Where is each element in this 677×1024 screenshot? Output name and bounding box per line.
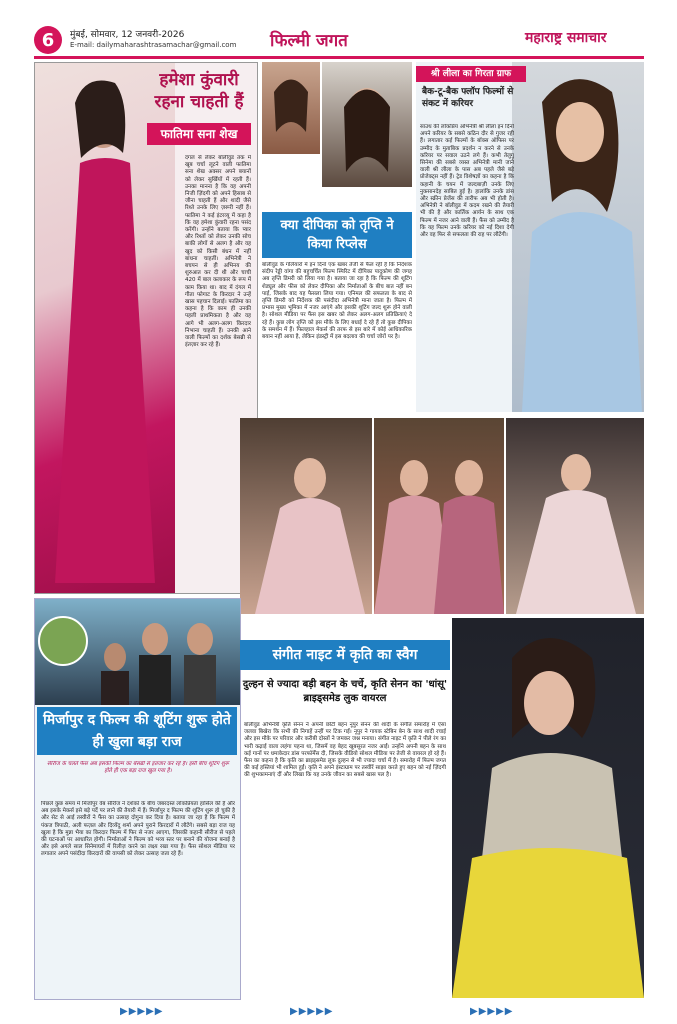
deepika-photo-1 — [262, 62, 320, 154]
kriti-photo — [452, 618, 644, 998]
kriti-headline-box — [240, 640, 450, 670]
footer-ornament-right: ▶▶▶▶▶ — [470, 1006, 514, 1017]
kriti-body: बॉलीवुड अभिनेत्री कृति सेनन ने अपनी छोटी बहन नूपुर सेनन की शादी के संगीत समारोह में ऐसा जलवा बिखेरा कि सभी की निगाहें उन्हीं पर टिक गईं। नूपुर ने गायक स्टेबिन बेन के साथ शादी रचाई और इस मौके पर परिवार और करीबी दोस्तों ने जमकर जश्न मनाया। संगीत नाइट में कृति ने पीले रंग का भारी कढ़ाई वाला लहंगा पहना था, जिसमें वह बेहद खूबसूरत नजर आईं। उन्होंने अपनी बहन के साथ कई गानों पर धमाकेदार डांस परफॉर्मेंस दी, जिसके वीडियो सोशल मीडिया पर तेजी से वायरल हो रहे हैं। फैंस का कहना है कि कृति का ब्राइड्समेड लुक दुल्हन से भी ज्यादा चर्चा में है। समारोह में फिल्म जगत की कई हस्तियां भी शामिल हुईं। कृति ने अपने इंस्टाग्राम पर तस्वीरें साझा करते हुए बहन को नई ज़िंदगी की शुभकामनाएं दीं और लिखा कि यह उनके जीवन का सबसे खास पल है। — [244, 722, 446, 779]
kriti-subhead: दुल्हन से ज्यादा बड़ी बहन के चर्चे, कृति सेनन का 'धांसू' ब्राइड्समेड लुक वायरल — [242, 679, 448, 704]
mirzapur-headline: मिर्जापुर द फिल्म की शूटिंग शुरू होते ही खुला बड़ा राज — [37, 707, 237, 755]
footer-ornament-left: ▶▶▶▶▶ — [120, 1006, 164, 1017]
mirzapur-article — [34, 598, 241, 1000]
kriti-strip-photo-1 — [240, 418, 372, 614]
paper-name: महाराष्ट्र समाचार — [525, 30, 607, 46]
sreeleela-headline: श्री लीला का गिरता ग्राफ — [430, 69, 512, 79]
sreeleela-photo — [512, 62, 644, 412]
mirzapur-body: पिछले कुछ समय में मिर्जापुर वेब सीरीज ने दर्शकों के बीच जबरदस्त लोकप्रियता हासिल की है और अब इसके मेकर्स इसे बड़े पर्दे पर लाने की तैयारी में हैं। मिर्जापुर द फिल्म की शूटिंग शुरू हो चुकी है और सेट से आई तस्वीरों ने फैंस का उत्साह दोगुना कर दिया है। बताया जा रहा है कि फिल्म में पंकज त्रिपाठी, अली फज़ल और दिव्येंदु शर्मा अपने पुराने किरदारों में लौटेंगे। सबसे बड़ा राज यह खुला है कि मुन्ना भैया का किरदार फिल्म में फिर से नजर आएगा, जिसकी कहानी सीरीज से पहले की घटनाओं पर आधारित होगी। निर्माताओं ने फिल्म को भव्य स्तर पर बनाने की योजना बनाई है और इसे अगले साल सिनेमाघरों में रिलीज़ करने का लक्ष्य रखा गया है। फैंस सोशल मीडिया पर लगातार अपने पसंदीदा किरदारों की वापसी को लेकर उत्साह जता रहे हैं। — [41, 801, 235, 858]
fatima-article — [34, 62, 258, 594]
kriti-strip-photo-3 — [506, 418, 644, 614]
fatima-body: दंगल से लेकर बॉलीवुड तक में खूब चर्चा लूटने वाली फातिमा सना शेख अक्सर अपने बयानों को लेकर सुर्खियों में रहती हैं। उनका मानना है कि वह अपनी निजी ज़िंदगी को अपने हिसाब से जीना चाहती हैं और शादी जैसे रिश्ते उनके लिए ज़रूरी नहीं हैं। फातिमा ने कई इंटरव्यू में कहा है कि वह हमेशा कुंवारी रहना पसंद करेंगी। उन्होंने बताया कि प्यार और रिश्तों को लेकर उनकी सोच बाकी लोगों से अलग है और वह खुद को किसी बंधन में नहीं बांधना चाहतीं। अभिनेत्री ने बचपन से ही अभिनय की शुरुआत कर दी थी और चाची 420 में बाल कलाकार के रूप में काम किया था। बाद में दंगल में गीता फोगाट के किरदार ने उन्हें खास पहचान दिलाई। फातिमा का कहना है कि काम ही उनकी पहली प्राथमिकता है और वह आगे भी अलग-अलग किरदार निभाना चाहती हैं। उनकी आने वाली फिल्मों का दर्शक बेसब्री से इंतज़ार कर रहे हैं। — [185, 155, 251, 349]
deepika-body: बॉलीवुड के गलियारों में इन दिनों एक खबर तेजी से फैल रही है कि निर्देशक संदीप रेड्डी वांगा की बहुचर्चित फिल्म स्पिरिट में दीपिका पादुकोण की जगह अब तृप्ति डिमरी को लिया गया है। बताया जा रहा है कि फिल्म की शूटिंग शेड्यूल और फीस को लेकर दीपिका और निर्माताओं के बीच बात नहीं बन पाई, जिसके बाद यह फैसला लिया गया। एनिमल की सफलता के बाद से तृप्ति डिमरी को निर्देशक की पसंदीदा अभिनेत्री माना जाता है। फिल्म में प्रभास मुख्य भूमिका में नजर आएंगे और इसकी शूटिंग जल्द शुरू होने वाली है। सोशल मीडिया पर फैंस इस खबर को लेकर अलग-अलग प्रतिक्रियाएं दे रहे हैं। कुछ लोग तृप्ति को इस मौके के लिए बधाई दे रहे हैं तो कुछ दीपिका के समर्थन में हैं। फिलहाल मेकर्स की तरफ से इस बारे में कोई आधिकारिक बयान नहीं आया है, लेकिन इंडस्ट्री में इस बदलाव की चर्चा जोरों पर है। — [262, 262, 412, 341]
sreeleela-body: साउथ की लोकप्रिय अभिनेत्री श्री लीला इन दिनों अपने करियर के सबसे कठिन दौर से गुजर रही हैं। लगातार कई फिल्मों के बॉक्स ऑफिस पर उम्मीद के मुताबिक प्रदर्शन न करने से उनके करियर पर सवाल उठने लगे हैं। कभी तेलुगु सिनेमा की सबसे व्यस्त अभिनेत्री मानी जाने वाली श्री लीला के पास अब पहले जैसे बड़े प्रोजेक्ट्स नहीं हैं। ट्रेड विशेषज्ञों का कहना है कि कहानी के चयन में जल्दबाज़ी उनके लिए नुकसानदेह साबित हुई है। हालांकि उनके डांस और स्क्रीन प्रेजेंस की तारीफ अब भी होती है। अभिनेत्री ने बॉलीवुड में कदम रखने की तैयारी भी की है और कार्तिक आर्यन के साथ एक फिल्म में नजर आने वाली हैं। फैंस को उम्मीद है कि यह फिल्म उनके करियर को नई दिशा देगी और वह फिर से सफलता की राह पर लौटेंगी। — [420, 124, 514, 239]
kriti-photo-strip — [240, 418, 644, 614]
sreeleela-headline-box — [416, 66, 526, 82]
deepika-photo-2 — [322, 62, 412, 187]
mirzapur-lead: सीरीज के चलते फैंस अब इसकी फिल्म का बेसब्री से इंतजार कर रहे हैं। इसी बीच शूटिंग शुरू होते ही एक बड़ा राज खुल गया है। — [46, 761, 230, 775]
deepika-headline: क्या दीपिका को तृप्ति ने किया रिप्लेस — [280, 218, 394, 252]
mirzapur-poster — [35, 599, 240, 705]
header-rule — [34, 56, 644, 59]
deepika-article — [262, 62, 412, 412]
fatima-headline: हमेशा कुंवारी रहना चाहती हैं — [154, 70, 244, 112]
section-title: फिल्मी जगत — [270, 31, 348, 51]
sreeleela-article — [416, 62, 644, 412]
kriti-headline: संगीत नाइट में कृति का स्वैग — [272, 647, 418, 663]
email-line: E-mail: dailymaharashtrasamachar@gmail.com — [70, 41, 237, 49]
page-header — [0, 0, 677, 62]
sreeleela-subhead: बैक-टू-बैक फ्लॉप फिल्मों से संकट में करियर — [422, 87, 514, 109]
fatima-subhead: फातिमा सना शेख — [147, 123, 251, 145]
kriti-article — [240, 618, 644, 998]
page-number: 6 — [34, 26, 62, 54]
dateline: मुंबई, सोमवार, 12 जनवरी-2026 — [70, 30, 185, 40]
deepika-headline-box — [262, 212, 412, 258]
footer-ornament-mid: ▶▶▶▶▶ — [290, 1006, 334, 1017]
page-footer — [0, 1002, 677, 1024]
kriti-strip-photo-2 — [374, 418, 504, 614]
